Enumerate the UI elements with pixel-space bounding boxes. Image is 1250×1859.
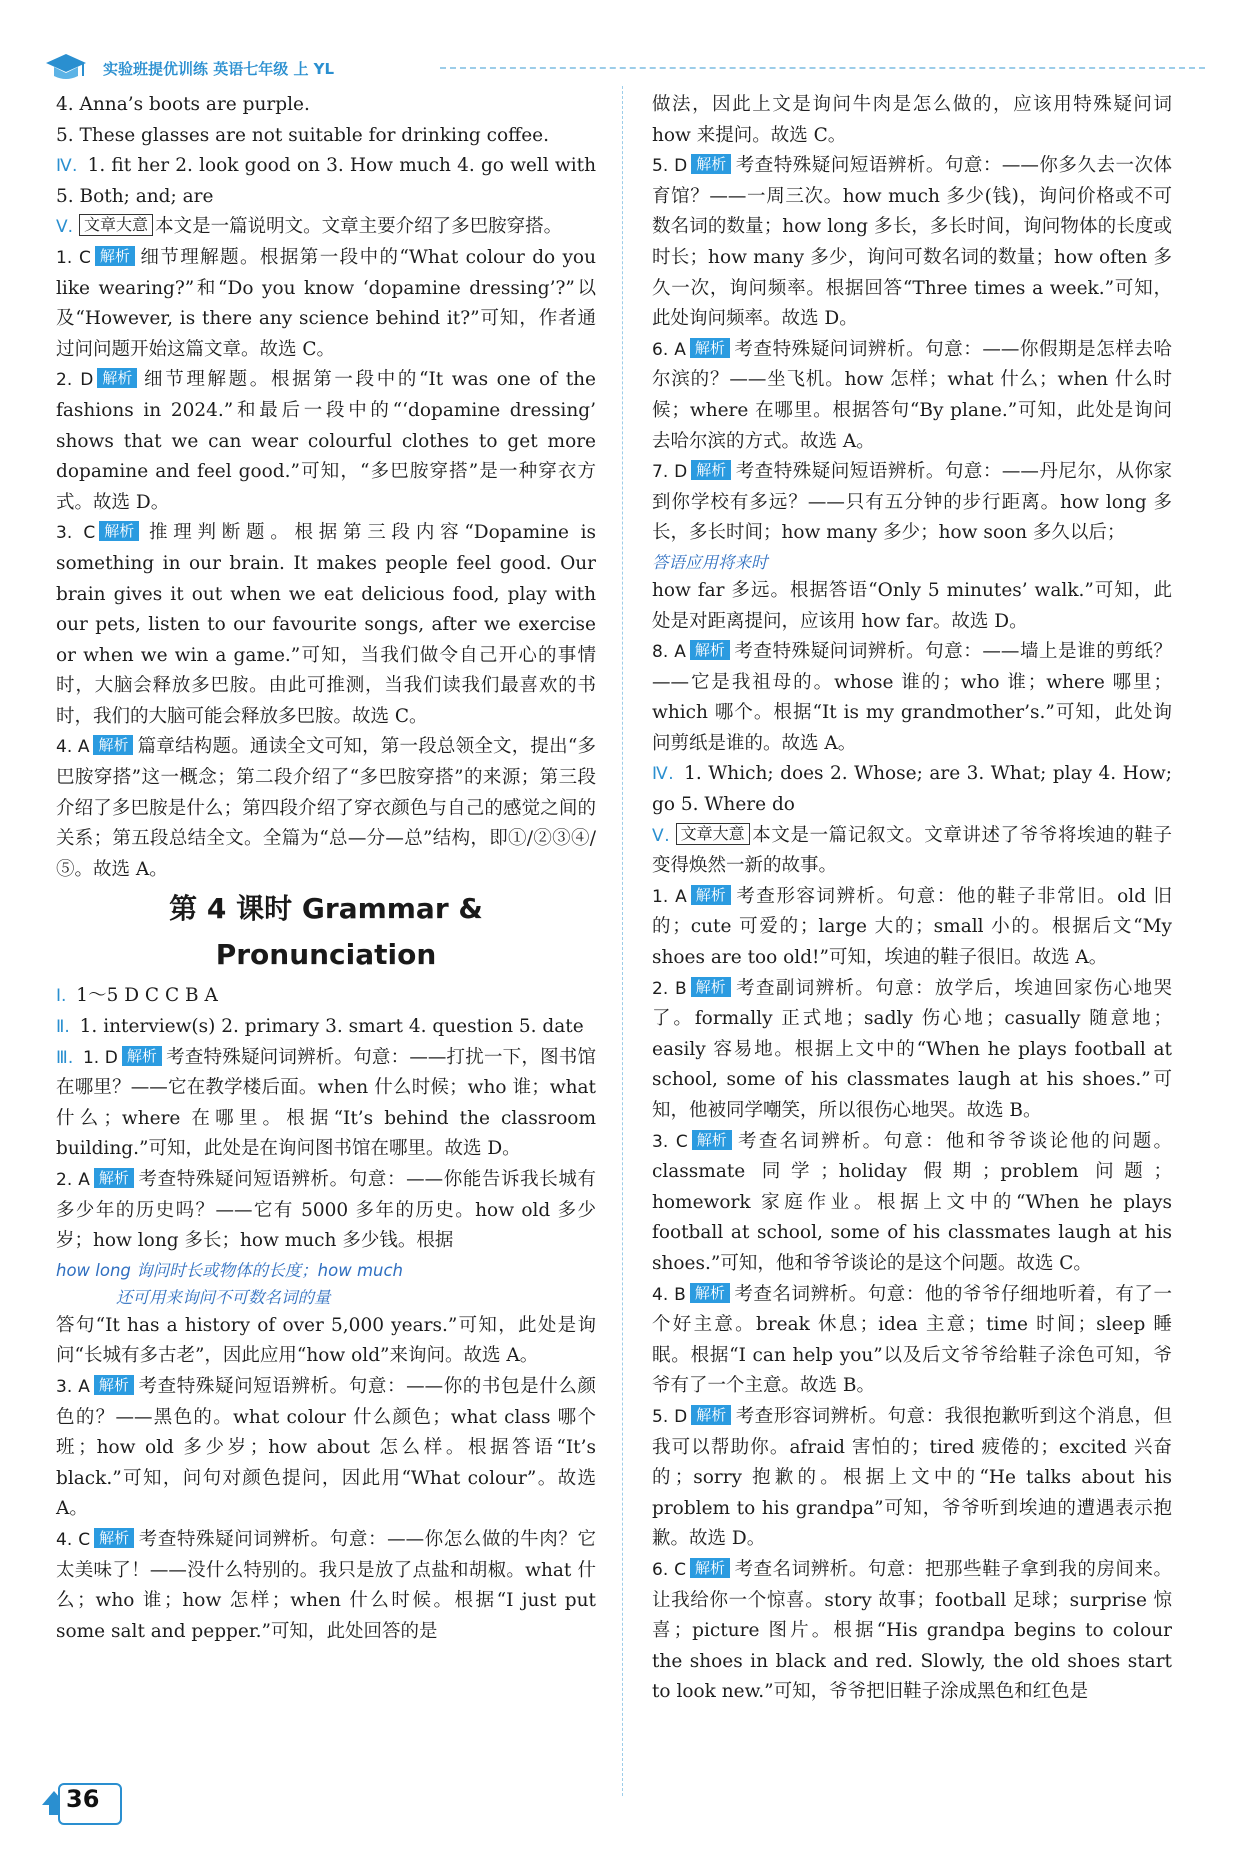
analysis-label: 解析 — [97, 368, 137, 388]
paragraph-text: 5. These glasses are not suitable for drinking coffee. — [56, 124, 550, 146]
answer-key: 4. A — [56, 737, 90, 758]
paragraph-text: 做法，因此上文是询问牛肉是怎么做的，应该用特殊疑问词 how 来提问。故选 C。 — [652, 94, 1172, 146]
analysis-label: 解析 — [690, 1283, 730, 1303]
paragraph-text: 本文是一篇记叙文。文章讲述了爷爷将埃迪的鞋子变得焕然一新的故事。 — [652, 824, 1172, 877]
text-line — [56, 121, 596, 152]
handwritten-note: how long 询问时长或物体的长度；how much — [56, 1260, 403, 1280]
paragraph-text: 推理判断题。根据第三段内容“Dopamine is something in our brain. It makes people feel good. Our brain gives it out when we eat delicious food, play with our pets, listen to our favourite songs, after we exercise or when we win a game.”可知，当我们做令自己开心的事情时，大脑会释放多巴胺。由此可推测，当我们读我们最喜欢的书时，我们的大脑可能会释放多巴胺。故选 C。 — [56, 522, 596, 727]
text-line — [652, 576, 1172, 637]
section-line — [56, 1012, 596, 1043]
section-numeral: Ⅳ. — [652, 764, 674, 785]
paragraph-text: 答句“It has a history of over 5,000 years.”可知，此处是询问“长城有多古老”，因此应用“how old”来询问。故选 A。 — [56, 1314, 596, 1367]
answer-item — [56, 1372, 596, 1525]
answer-item — [652, 882, 1172, 974]
handwritten-note: 答语应用将来时 — [652, 552, 768, 572]
answer-item — [56, 243, 596, 365]
paragraph-text: 考查名词辨析。句意：把那些鞋子拿到我的房间来。让我给你一个惊喜。story 故事；football 足球；surprise 惊喜；picture 图片。根据“His grandpa begins to colour the shoes in black and red. Slowly, the old shoes start to look new.”可知，爷爷把旧鞋子涂成黑色和红色是 — [652, 1558, 1172, 1703]
paragraph-text: how far 多远。根据答语“Only 5 minutes’ walk.”可知，此处是对距离提问，应该用 how far。故选 D。 — [652, 579, 1172, 632]
page-number-badge — [40, 1775, 124, 1827]
book-title: 实验班提优训练 英语七年级 上 YL — [103, 60, 335, 78]
answer-key: 1. D — [77, 1047, 118, 1068]
answer-key: 1. A — [652, 886, 687, 907]
analysis-label: 解析 — [691, 1405, 731, 1425]
handwritten-note: 还可用来询问不可数名词的量 — [116, 1287, 331, 1307]
lesson-heading: 第 4 课时 Grammar & — [169, 892, 483, 926]
paragraph-text: 1～5 D C C B A — [70, 985, 218, 1007]
text-line — [652, 821, 1172, 882]
analysis-label: 解析 — [690, 338, 730, 358]
paragraph-text: 本文是一篇说明文。文章主要介绍了多巴胺穿搭。 — [155, 216, 563, 238]
answer-key: 8. A — [652, 642, 686, 663]
section-numeral: Ⅰ. — [56, 986, 67, 1007]
answer-key: 6. C — [652, 1559, 687, 1580]
answer-item — [56, 1165, 596, 1257]
paragraph-text: 考查特殊疑问词辨析。句意：——你怎么做的牛肉？它太美味了！——没什么特别的。我只是放了点盐和胡椒。what 什么；who 谁；how 怎样；when 什么时候。根据“I just put some salt and pepper.”可知，此处回答的是 — [56, 1528, 596, 1642]
answer-key: 2. B — [652, 978, 687, 999]
answer-key: 2. D — [56, 370, 94, 391]
paragraph-text: 考查名词辨析。句意：他的爷爷仔细地听着，有了一个好主意。break 休息；idea 主意；time 时间；sleep 睡眠。根据“I can help you”以及后文爷爷给鞋子涂色可知，爷爷有了一个主意。故选 B。 — [652, 1283, 1172, 1397]
answer-key: 3. C — [56, 523, 96, 544]
text-line — [56, 1311, 596, 1372]
answer-key: 3. A — [56, 1376, 90, 1397]
paragraph-text: 细节理解题。根据第一段中的“It was one of the fashions in 2024.”和最后一段中的“‘dopamine dressing’ shows that we can wear colourful clothes to get more dopamine and feel good.”可知，“多巴胺穿搭”是一种穿衣方式。故选 D。 — [56, 369, 596, 513]
lesson-heading: Pronunciation — [215, 938, 437, 972]
paragraph-text: 细节理解题。根据第一段中的“What colour do you like wearing?”和“Do you know ‘dopamine dressing’?”以及“However, is there any science behind it?”可知，作者通过问问题开始这篇文章。故选 C。 — [56, 246, 596, 360]
analysis-label: 解析 — [691, 154, 731, 174]
right-column — [652, 90, 1172, 1708]
answer-item — [652, 1127, 1172, 1280]
paragraph-text: 考查形容词辨析。句意：他的鞋子非常旧。old 旧的；cute 可爱的；large 大的；small 小的。根据后文“My shoes are too old!”可知，埃迪的鞋子很旧。故选 A。 — [652, 885, 1172, 969]
left-column — [56, 90, 596, 1647]
section-numeral: Ⅴ. — [652, 825, 670, 846]
analysis-label: 解析 — [690, 1558, 730, 1578]
paragraph-text: 考查特殊疑问词辨析。句意：——你假期是怎样去哈尔滨的？——坐飞机。how 怎样；what 什么；when 什么时候；where 在哪里。根据答句“By plane.”可知，此处是询问去哈尔滨的方式。故选 A。 — [652, 338, 1172, 452]
page-header — [45, 50, 1205, 84]
section-numeral: Ⅳ. — [56, 156, 78, 177]
analysis-label: 解析 — [691, 977, 731, 997]
paragraph-text: 1. interview(s) 2. primary 3. smart 4. question 5. date — [73, 1016, 584, 1038]
summary-label: 文章大意 — [79, 214, 153, 236]
analysis-label: 解析 — [691, 885, 731, 905]
answer-key: 4. C — [56, 1529, 91, 1550]
paragraph-text: 考查特殊疑问词辨析。句意：——打扰一下，图书馆在哪里？——它在教学楼后面。when 什么时候；who 谁；what 什么；where 在哪里。根据“It’s behind the classroom building.”可知，此处是在询问图书馆在哪里。故选 D。 — [56, 1046, 597, 1160]
answer-key: 3. C — [652, 1131, 688, 1152]
analysis-label: 解析 — [99, 521, 139, 541]
answer-item — [56, 1525, 596, 1647]
answer-item — [652, 457, 1172, 549]
analysis-label: 解析 — [692, 1130, 732, 1150]
header-rule — [440, 67, 1205, 69]
section-line — [56, 151, 596, 212]
section-line — [56, 981, 596, 1012]
answer-item — [652, 974, 1172, 1127]
analysis-label: 解析 — [122, 1046, 162, 1066]
text-line — [56, 90, 596, 121]
summary-label: 文章大意 — [676, 823, 750, 845]
answer-key: 5. D — [652, 1406, 688, 1427]
paragraph-text: 篇章结构题。通读全文可知，第一段总领全文，提出“多巴胺穿搭”这一概念；第二段介绍了“多巴胺穿搭”的来源；第三段介绍了多巴胺是什么；第四段介绍了穿衣颜色与自己的感觉之间的关系；第五段总结全文。全篇为“总—分—总”结构，即①/②③④/⑤。故选 A。 — [56, 736, 596, 880]
answer-key: 7. D — [652, 462, 688, 483]
answer-item — [56, 365, 596, 518]
paragraph-text: 考查形容词辨析。句意：我很抱歉听到这个消息，但我可以帮助你。afraid 害怕的；tired 疲倦的；excited 兴奋的；sorry 抱歉的。根据上文中的“He talks about his problem to his grandpa”可知，爷爷听到埃迪的遭遇表示抱歉。故选 D。 — [652, 1405, 1172, 1550]
analysis-label: 解析 — [690, 640, 730, 660]
text-line — [652, 90, 1172, 151]
paragraph-text: 考查特殊疑问短语辨析。句意：——丹尼尔，从你家到你学校有多远？——只有五分钟的步行距离。how long 多长，多长时间；how many 多少；how soon 多久以后； — [652, 461, 1172, 544]
answer-key: 1. C — [56, 247, 91, 268]
answer-key: 4. B — [652, 1284, 686, 1305]
paragraph-text: 考查副词辨析。句意：放学后，埃迪回家伤心地哭了。formally 正式地；sadly 伤心地；casually 随意地；easily 容易地。根据上文中的“When he plays football at school, some of his classmates laugh at his shoes.”可知，他被同学嘲笑，所以很伤心地哭。故选 B。 — [652, 977, 1172, 1121]
analysis-label: 解析 — [691, 460, 731, 480]
paragraph-text: 考查特殊疑问短语辨析。句意：——你多久去一次体育馆？——一周三次。how much 多少(钱)，询问价格或不可数名词的数量；how long 多长，多长时间，询问物体的长度或时长；how many 多少，询问可数名词的数量；how often 多久一次，询问频率。根据回答“Three times a week.”可知，此处询问频率。故选 D。 — [652, 155, 1172, 330]
paragraph-text: 1. Which; does 2. Whose; are 3. What; play 4. How; go 5. Where do — [652, 763, 1172, 816]
column-divider — [622, 86, 623, 1796]
paragraph-text: 考查名词辨析。句意：他和爷爷谈论他的问题。classmate 同学；holiday 假期；problem 问题；homework 家庭作业。根据上文中的“When he plays football at school, some of his classmates laugh at his shoes.”可知，他和爷爷谈论的是这个问题。故选 C。 — [652, 1130, 1172, 1274]
answer-item — [652, 1280, 1172, 1402]
answer-key: 2. A — [56, 1170, 90, 1190]
analysis-label: 解析 — [94, 1528, 134, 1548]
text-line — [56, 212, 596, 243]
answer-key: 5. D — [652, 156, 688, 177]
section-numeral: Ⅲ. — [56, 1047, 74, 1068]
section-numeral: Ⅴ. — [56, 217, 74, 238]
answer-item — [56, 732, 596, 885]
graduation-cap-icon — [45, 50, 87, 84]
section-numeral: Ⅱ. — [56, 1017, 70, 1038]
answer-item — [56, 518, 596, 732]
paragraph-text: 4. Anna’s boots are purple. — [56, 94, 310, 115]
answer-item — [652, 1555, 1172, 1708]
analysis-label: 解析 — [93, 735, 133, 755]
page-number: 36 — [66, 1785, 100, 1813]
analysis-label: 解析 — [94, 1168, 134, 1188]
paragraph-text: 考查特殊疑问词辨析。句意：——墙上是谁的剪纸？——它是我祖母的。whose 谁的；who 谁；where 哪里；which 哪个。根据“It is my grandmother’s.”可知，此处询问剪纸是谁的。故选 A。 — [652, 641, 1172, 754]
answer-item — [652, 1402, 1172, 1555]
analysis-label: 解析 — [94, 1375, 134, 1395]
paragraph-text: 1. fit her 2. look good on 3. How much 4. go well with 5. Both; and; are — [56, 155, 597, 207]
answer-key: 6. A — [652, 339, 686, 360]
section-line — [652, 759, 1172, 820]
paragraph-text: 考查特殊疑问短语辨析。句意：——你能告诉我长城有多少年的历史吗？——它有 5000 多年的历史。how old 多少岁；how long 多长；how much 多少钱。根据 — [56, 1169, 596, 1252]
answer-item — [56, 1043, 596, 1165]
answer-item — [652, 637, 1172, 759]
analysis-label: 解析 — [95, 246, 135, 266]
answer-item — [652, 335, 1172, 457]
answer-item — [652, 151, 1172, 335]
paragraph-text: 考查特殊疑问短语辨析。句意：——你的书包是什么颜色的？——黑色的。what colour 什么颜色；what class 哪个班；how old 多少岁；how about 怎么样。根据答语“It’s black.”可知，问句对颜色提问，因此用“What colour”。故选 A。 — [56, 1375, 596, 1520]
